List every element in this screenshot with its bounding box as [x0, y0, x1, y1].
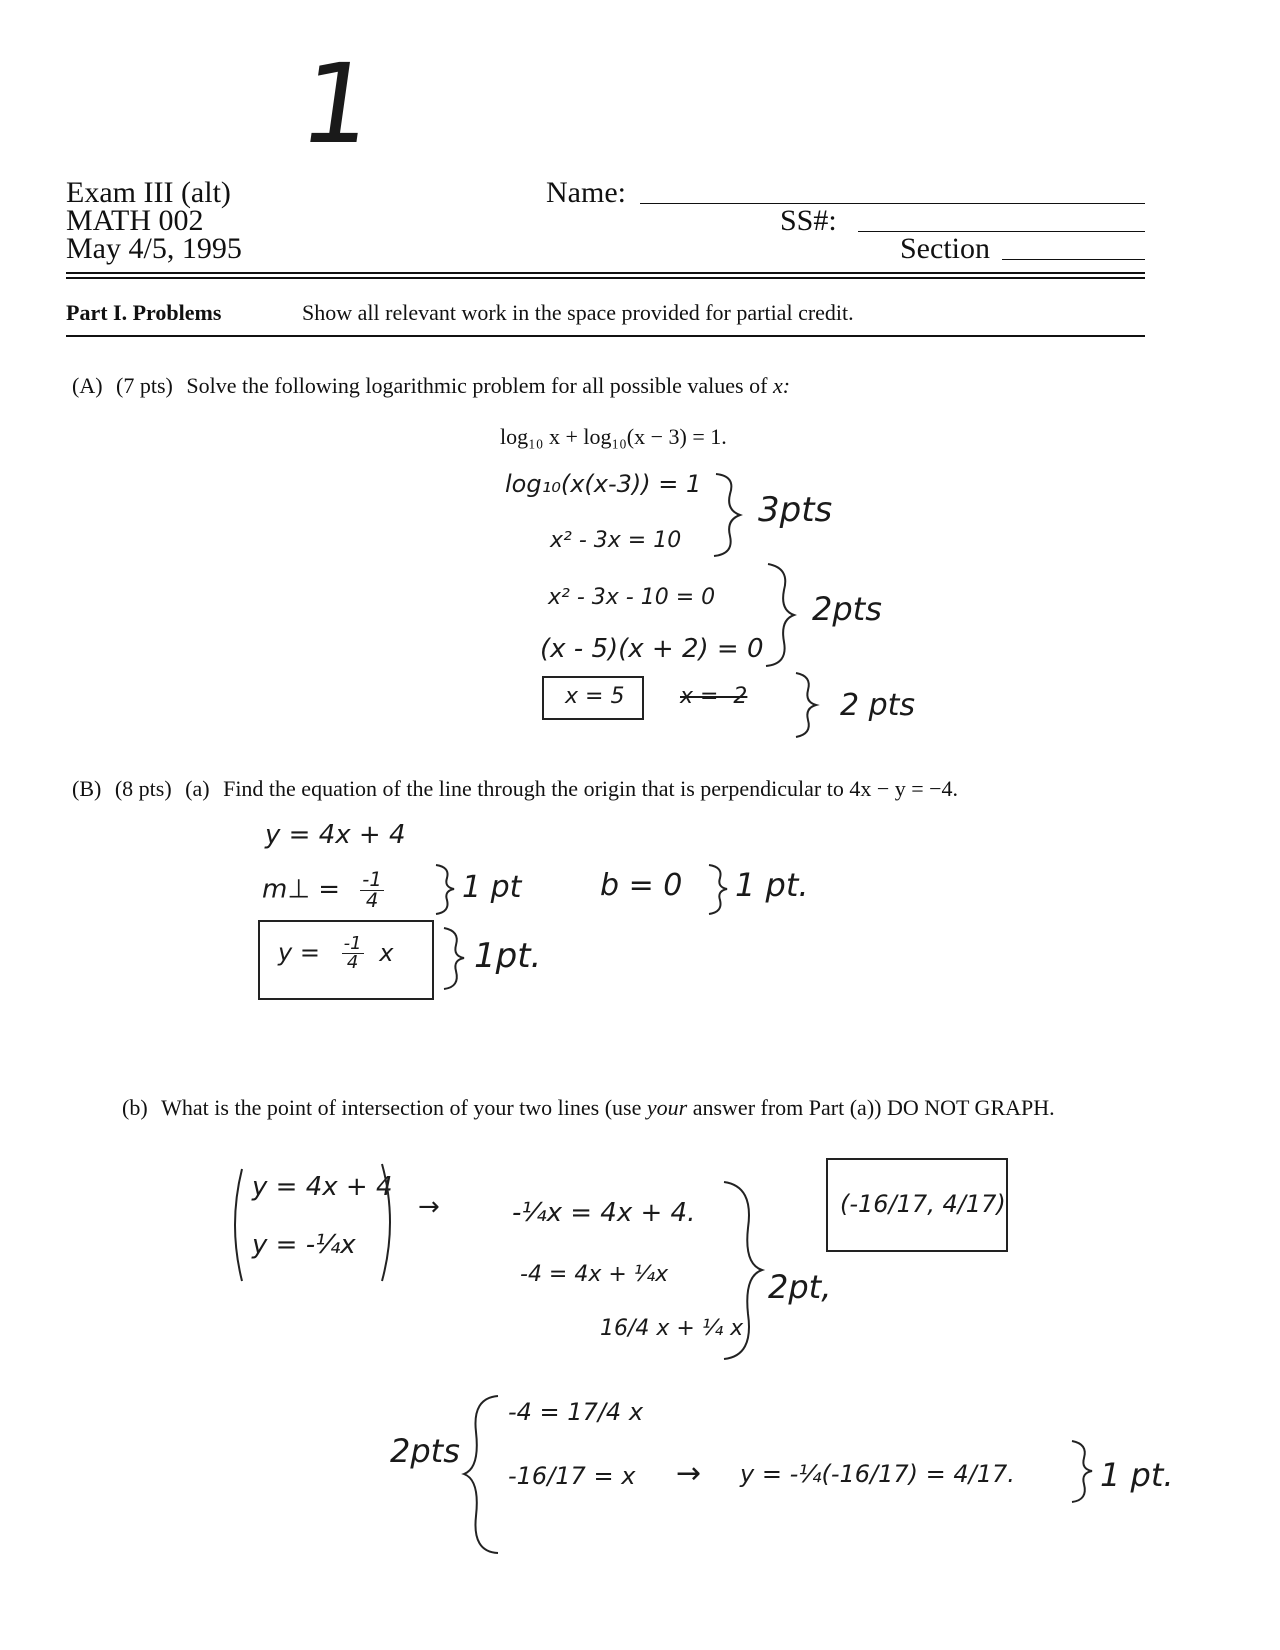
- ba-slope-fraction: [360, 870, 383, 910]
- bb-system-paren-right: [378, 1160, 398, 1285]
- bb-brace-final: [1068, 1438, 1094, 1504]
- bb-answer: (-16/17, 4/17): [840, 1190, 1006, 1218]
- a-score-3: 2 pts: [840, 688, 916, 723]
- page-number-mark: 1: [293, 40, 381, 168]
- bb-left-points: 2pts: [390, 1432, 460, 1470]
- ba-slope-num: -1: [362, 868, 382, 891]
- ba-slope: [262, 870, 384, 910]
- a-work-line2: x² - 3x = 10: [550, 528, 682, 553]
- section-field-line[interactable]: [1002, 259, 1145, 260]
- course-code: MATH 002: [66, 204, 204, 237]
- ba-answer-den: 4: [346, 952, 359, 973]
- a-brace-1: [708, 470, 748, 560]
- a-answer: x = 5: [565, 684, 625, 709]
- problem-b-prompt: [72, 776, 958, 802]
- problem-b-part-b-your: your: [646, 1095, 688, 1120]
- bb-step3: 16/4 x + ¼ x: [600, 1316, 744, 1341]
- problem-a-label: (A): [72, 373, 103, 398]
- exam-title: Exam III (alt): [66, 176, 231, 209]
- problem-a-var: x:: [772, 373, 791, 398]
- bb-step1: -¼x = 4x + 4.: [512, 1198, 696, 1228]
- bb-arrow-2: →: [676, 1456, 702, 1491]
- bb-arrow-1: →: [418, 1192, 440, 1222]
- problem-b-points: (8 pts): [114, 776, 172, 801]
- ba-work-line1: y = 4x + 4: [265, 820, 406, 850]
- ba-answer-var: x: [379, 938, 394, 967]
- bb-step6: y = -¼(-16/17) = 4/17.: [740, 1460, 1015, 1488]
- bb-step5: -16/17 = x: [508, 1462, 636, 1490]
- name-field-line[interactable]: [640, 203, 1145, 204]
- problem-b-part-b-label: (b): [122, 1095, 148, 1120]
- problem-b-part-a-label: (a): [185, 776, 210, 801]
- ba-answer-points: 1pt.: [474, 936, 542, 976]
- problem-b-part-b-text-2: answer from Part (a)) DO NOT GRAPH.: [692, 1095, 1055, 1120]
- bb-step4: -4 = 17/4 x: [508, 1398, 644, 1426]
- section-label: Section: [900, 232, 990, 265]
- ba-answer-lhs: y =: [278, 938, 320, 967]
- a-brace-3: [790, 670, 820, 740]
- ba-brace-2: [705, 862, 731, 916]
- bb-system-paren-left: [226, 1165, 246, 1285]
- ba-answer-num: -1: [343, 933, 362, 954]
- problem-a-prompt: [72, 373, 790, 399]
- problem-a-equation: log₁₀ x + log₁₀(x − 3) = 1.: [500, 424, 727, 449]
- bb-step2: -4 = 4x + ¼x: [520, 1262, 669, 1287]
- ba-answer-fraction: [342, 935, 364, 972]
- exam-date: May 4/5, 1995: [66, 232, 242, 265]
- a-rejected-root: x = -2: [680, 684, 748, 709]
- ba-intercept-points: 1 pt.: [735, 866, 809, 904]
- a-work-line1: log₁₀(x(x-3)) = 1: [505, 470, 702, 498]
- ba-slope-lhs: m⊥ =: [262, 874, 341, 905]
- a-score-2: 2pts: [812, 590, 882, 628]
- ba-slope-points: 1 pt: [462, 870, 522, 905]
- a-score-1: 3pts: [758, 490, 833, 530]
- header-rule-top: [66, 272, 1145, 274]
- ba-intercept: b = 0: [600, 868, 683, 903]
- ba-answer: [278, 935, 393, 972]
- problem-b-part-b-text-1: What is the point of intersection of your two lines (use: [161, 1095, 642, 1120]
- ba-brace-3: [440, 925, 468, 991]
- a-work-line3: x² - 3x - 10 = 0: [548, 585, 716, 610]
- bb-brace-steps: [718, 1178, 768, 1363]
- bb-system-eq1: y = 4x + 4: [252, 1172, 393, 1202]
- ss-label: SS#:: [780, 204, 837, 237]
- header-rule-bottom: [66, 277, 1145, 279]
- bb-system-eq2: y = -¼x: [252, 1230, 356, 1260]
- problem-a-points: (7 pts): [116, 373, 173, 398]
- part-instructions: Show all relevant work in the space provided for partial credit.: [302, 300, 854, 325]
- bb-final-points: 1 pt.: [1100, 1456, 1174, 1494]
- problem-b-label: (B): [72, 776, 102, 801]
- problem-b-part-a-text: Find the equation of the line through the origin that is perpendicular to 4x − y = −4.: [223, 776, 959, 801]
- bb-step-points: 2pt,: [768, 1268, 832, 1306]
- part-title: Part I. Problems: [66, 300, 222, 325]
- a-brace-2: [760, 560, 800, 670]
- problem-a-text: Solve the following logarithmic problem for all possible values of: [186, 373, 768, 398]
- ba-brace-1: [432, 862, 458, 916]
- part-rule: [66, 335, 1145, 337]
- name-label: Name:: [546, 176, 626, 209]
- ba-slope-den: 4: [365, 888, 379, 912]
- a-work-line4: (x - 5)(x + 2) = 0: [540, 634, 764, 664]
- problem-b-part-b-prompt: [122, 1094, 1146, 1122]
- bb-brace-left: [462, 1392, 502, 1557]
